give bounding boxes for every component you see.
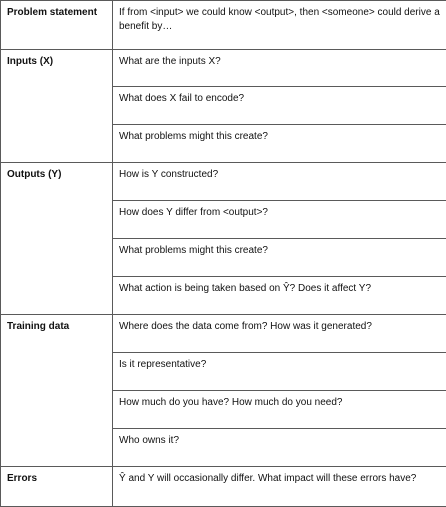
question-cell: Ŷ and Y will occasionally differ. What impact will these errors have? (113, 467, 446, 507)
section-label-problem-statement: Problem statement (1, 1, 113, 50)
question-cell: What action is being taken based on Ŷ? Does it affect Y? (113, 277, 446, 315)
table-row (1, 467, 446, 507)
question-cell: Who owns it? (113, 429, 446, 467)
question-cell: Is it representative? (113, 353, 446, 391)
table-row (1, 315, 446, 353)
question-cell: What does X fail to encode? (113, 87, 446, 125)
question-cell: How does Y differ from <output>? (113, 201, 446, 239)
table-row (1, 1, 446, 50)
question-cell: What problems might this create? (113, 239, 446, 277)
section-label-inputs: Inputs (X) (1, 50, 113, 163)
question-cell: How much do you have? How much do you need? (113, 391, 446, 429)
question-cell: What are the inputs X? (113, 50, 446, 87)
question-cell: If from <input> we could know <output>, then <someone> could derive a benefit by… (113, 1, 446, 50)
section-label-errors: Errors (1, 467, 113, 507)
table-row (1, 50, 446, 87)
question-cell: How is Y constructed? (113, 163, 446, 201)
section-label-training-data: Training data (1, 315, 113, 467)
question-cell: What problems might this create? (113, 125, 446, 163)
section-label-outputs: Outputs (Y) (1, 163, 113, 315)
question-cell: Where does the data come from? How was it generated? (113, 315, 446, 353)
table-row (1, 163, 446, 201)
